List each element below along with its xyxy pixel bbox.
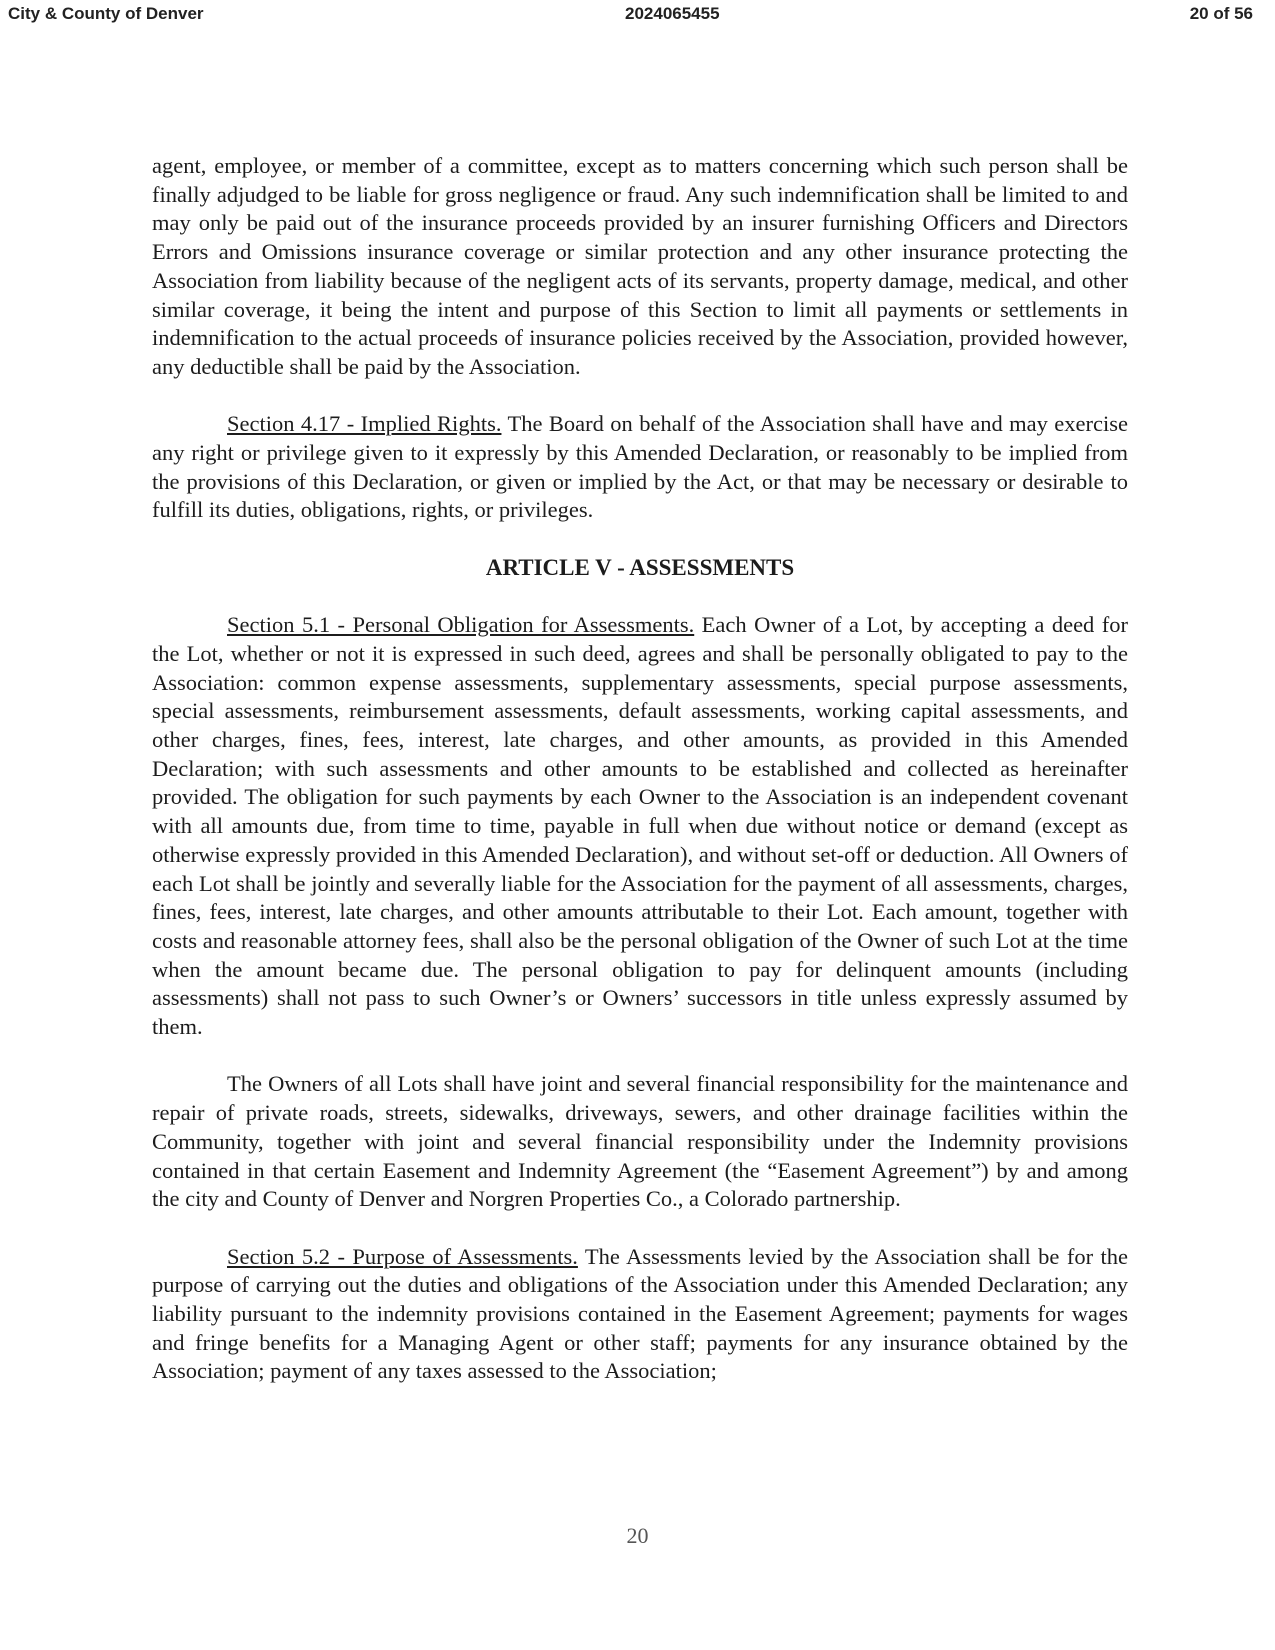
page-number: 20	[626, 1523, 649, 1548]
section-5-2-paragraph	[152, 1243, 1128, 1387]
section-4-17-body: The Board on behalf of the Association shall have and may exercise any right or privilege given to it expressly by this Amended Declaration, or reasonably to be implied from the provisions of this Declaration, or given or implied by the Act, or that may be necessary or desirable to fulfill its duties, obligations, rights, or privileges.	[152, 411, 1128, 523]
section-4-17-title: Section 4.17 - Implied Rights.	[227, 411, 502, 437]
section-5-1-body: Each Owner of a Lot, by accepting a deed for the Lot, whether or not it is expressed in such deed, agrees and shall be personally obligated to pay to the Association: common expense assessments, supplementary assessments, special purpose assessments, special assessments, reimbursement assessments, default assessments, working capital assessments, and other charges, fines, fees, interest, late charges, and other amounts, as provided in this Amended Declaration; with such assessments and other amounts to be established and collected as hereinafter provided. The obligation for such payments by each Owner to the Association is an independent covenant with all amounts due, from time to time, payable in full when due without notice or demand (except as otherwise expressly provided in this Amended Declaration), and without set-off or deduction. All Owners of each Lot shall be jointly and severally liable for the Association for the payment of all assessments, charges, fines, fees, interest, late charges, and other amounts attributable to their Lot. Each amount, together with costs and reasonable attorney fees, shall also be the personal obligation of the Owner of such Lot at the time when the amount became due. The personal obligation to pay for delinquent amounts (including assessments) shall not pass to such Owner’s or Owners’ successors in title unless expressly assumed by them.	[152, 612, 1128, 1040]
owners-responsibility-paragraph: The Owners of all Lots shall have joint and several financial responsibility for the maintenance and repair of private roads, streets, sidewalks, driveways, sewers, and other drainage facilities within the Community, together with joint and several financial responsibility under the Indemnity provisions contained in that certain Easement and Indemnity Agreement (the “Easement Agreement”) by and among the city and County of Denver and Norgren Properties Co., a Colorado partnership.	[152, 1071, 1128, 1212]
header-recorder-name: City & County of Denver	[8, 4, 204, 23]
section-5-1-paragraph	[152, 611, 1128, 1042]
section-5-1-title: Section 5.1 - Personal Obligation for Assessments.	[227, 612, 695, 638]
document-header	[0, 4, 1275, 28]
section-5-2-title: Section 5.2 - Purpose of Assessments.	[227, 1243, 578, 1269]
header-reception-number: 2024065455	[625, 4, 720, 23]
document-body	[152, 152, 1128, 1386]
article-heading: ARTICLE V - ASSESSMENTS	[485, 554, 795, 580]
section-5-2-body: The Assessments levied by the Association shall be for the purpose of carrying out the duties and obligations of the Association under this Amended Declaration; any liability pursuant to the indemnity provisions contained in the Easement Agreement; payments for wages and fringe benefits for a Managing Agent or other staff; payments for any insurance obtained by the Association; payment of any taxes assessed to the Association;	[152, 1243, 1128, 1384]
paragraph-indemnification-continued: agent, employee, or member of a committee, except as to matters concerning which such person shall be finally adjudged to be liable for gross negligence or fraud. Any such indemnification shall be limited to and may only be paid out of the insurance proceeds provided by an insurer furnishing Officers and Directors Errors and Omissions insurance coverage or similar protection and any other insurance protecting the Association from liability because of the negligent acts of its servants, property damage, medical, and other similar coverage, it being the intent and purpose of this Section to limit all payments or settlements in indemnification to the actual proceeds of insurance policies received by the Association, provided however, any deductible shall be paid by the Association.	[152, 153, 1128, 379]
header-page-count: 20 of 56	[1189, 4, 1253, 23]
section-4-17-paragraph	[152, 410, 1128, 525]
